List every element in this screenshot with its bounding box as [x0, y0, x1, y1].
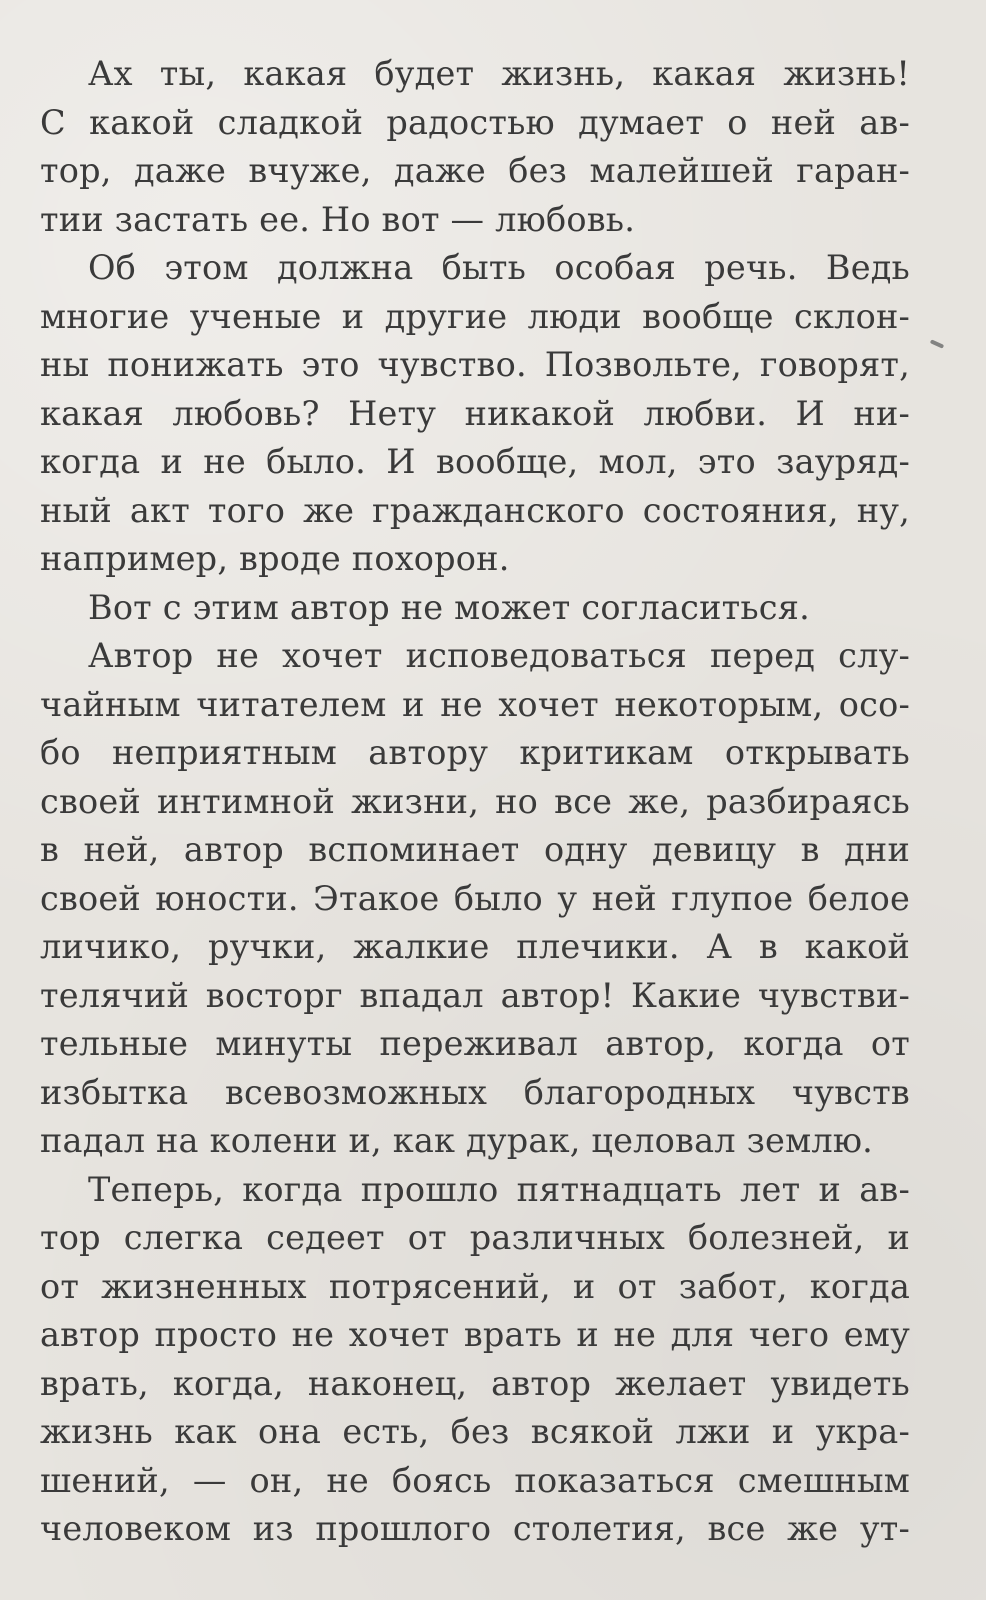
text-line: автор просто не хочет врать и не для чего ему — [40, 1315, 910, 1354]
text-line: какая любовь? Нету никакой любви. И ни- — [40, 393, 910, 433]
text-line: от жизненных потрясений, и от забот, когда — [40, 1266, 910, 1306]
text-line: жизнь как она есть, без всякой лжи и укра- — [40, 1412, 910, 1451]
text-line: тор слегка седеет от различных болезней, и — [40, 1218, 910, 1257]
text-line: тии застать ее. Но вот — любовь. — [40, 199, 636, 239]
text-line: чайным читателем и не хочет некоторым, осо- — [40, 684, 910, 724]
text-line: например, вроде похорон. — [40, 539, 510, 578]
text-line: в ней, автор вспоминает одну девицу в дни — [40, 830, 910, 869]
paper-speck — [930, 339, 944, 348]
text-line: шений, — он, не боясь показаться смешным — [40, 1460, 910, 1500]
text-line: Ах ты, какая будет жизнь, какая жизнь! — [88, 54, 910, 93]
text-line: тельные минуты переживал автор, когда от — [40, 1024, 910, 1063]
text-line: бо неприятным автору критикам открывать — [40, 733, 910, 772]
text-line: С какой сладкой радостью думает о ней ав- — [40, 102, 910, 142]
text-line: своей юности. Этакое было у ней глупое белое — [40, 878, 910, 918]
text-line: когда и не было. И вообще, мол, это зауряд- — [40, 442, 910, 481]
page-text — [40, 50, 910, 1554]
text-line: Автор не хочет исповедоваться перед слу- — [88, 636, 910, 675]
text-line: тор, даже вчуже, даже без малейшей гаран- — [40, 151, 910, 190]
text-line: ный акт того же гражданского состояния, ну, — [40, 490, 910, 530]
text-line: человеком из прошлого столетия, все же ут- — [40, 1509, 910, 1548]
text-line: телячий восторг впадал автор! Какие чувстви- — [40, 975, 910, 1015]
text-line: ны понижать это чувство. Позвольте, говорят, — [40, 345, 910, 384]
text-line: своей интимной жизни, но все же, разбираясь — [40, 781, 910, 821]
text-line: личико, ручки, жалкие плечики. А в какой — [40, 927, 910, 966]
text-line: Теперь, когда прошло пятнадцать лет и ав- — [88, 1169, 910, 1209]
text-line: избытка всевозможных благородных чувств — [40, 1072, 910, 1112]
text-line: врать, когда, наконец, автор желает увидеть — [40, 1363, 910, 1403]
text-line: падал на колени и, как дурак, целовал землю. — [40, 1121, 874, 1160]
text-line: многие ученые и другие люди вообще склон- — [40, 296, 910, 336]
text-line: Вот с этим автор не может согласиться. — [88, 587, 810, 627]
text-line: Об этом должна быть особая речь. Ведь — [88, 248, 910, 287]
